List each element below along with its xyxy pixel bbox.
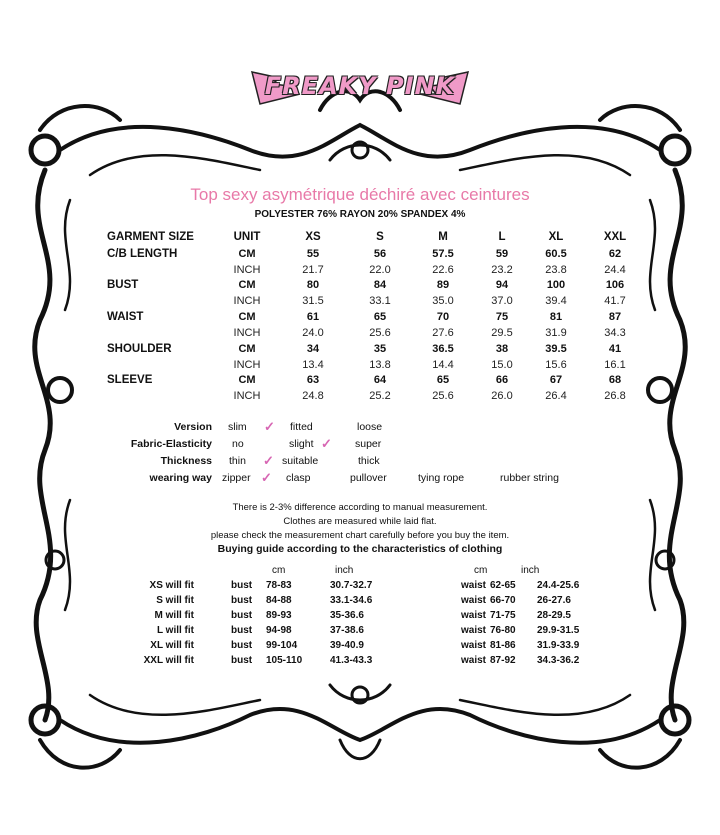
inch-value: 25.2 <box>369 390 391 402</box>
guide-fit: M will fit <box>154 610 194 621</box>
inch-value: 13.8 <box>369 359 391 371</box>
measurement-name: SHOULDER <box>107 343 172 355</box>
cm-value: 87 <box>608 311 622 323</box>
guide-waist-cm: 62-65 <box>490 580 516 591</box>
inch-value: 16.1 <box>604 359 626 371</box>
inch-value: 22.6 <box>432 264 454 276</box>
characteristic-label: wearing way <box>149 472 212 484</box>
guide-bust-label: bust <box>231 610 253 621</box>
guide-cm-header: cm <box>474 565 488 576</box>
characteristic-option: thick <box>358 455 380 467</box>
guide-waist-label: waist <box>460 625 486 636</box>
buying-guide-title: Buying guide according to the characteristics of clothing <box>217 543 503 555</box>
guide-inch-header: inch <box>335 565 354 576</box>
inch-value: 15.6 <box>545 359 567 371</box>
brand-logo <box>250 64 470 110</box>
inch-value: 23.2 <box>491 264 513 276</box>
cm-value: 64 <box>373 374 387 386</box>
guide-waist-label: waist <box>460 610 486 621</box>
inch-value: 33.1 <box>369 295 391 307</box>
cm-value: 63 <box>306 374 320 386</box>
guide-waist-label: waist <box>460 580 486 591</box>
inch-value: 14.4 <box>432 359 454 371</box>
guide-bust-label: bust <box>231 595 253 606</box>
guide-fit: XL will fit <box>150 640 194 651</box>
inch-value: 25.6 <box>432 390 454 402</box>
cm-value: 75 <box>495 311 509 323</box>
inch-value: 35.0 <box>432 295 454 307</box>
characteristic-option: slim <box>228 421 247 433</box>
unit-inch: INCH <box>233 327 261 339</box>
guide-fit: L will fit <box>156 625 194 636</box>
guide-bust-inch: 33.1-34.6 <box>330 595 373 606</box>
cm-value: 65 <box>436 374 450 386</box>
unit-cm: CM <box>238 343 256 355</box>
guide-waist-label: waist <box>460 595 486 606</box>
cm-value: 39.5 <box>545 343 567 355</box>
guide-bust-label: bust <box>231 625 253 636</box>
guide-bust-inch: 41.3-43.3 <box>330 655 373 666</box>
characteristic-option: loose <box>357 421 383 433</box>
inch-value: 21.7 <box>302 264 324 276</box>
size-header-l: L <box>498 231 506 243</box>
checkmark-icon: ✓ <box>263 453 274 468</box>
inch-value: 24.4 <box>604 264 626 276</box>
checkmark-icon: ✓ <box>321 436 332 451</box>
inch-value: 24.8 <box>302 390 324 402</box>
cm-value: 57.5 <box>432 248 454 260</box>
guide-bust-inch: 39-40.9 <box>330 640 364 651</box>
characteristic-option: super <box>355 438 382 450</box>
characteristic-option: rubber string <box>500 472 559 484</box>
characteristic-option: slight <box>289 438 314 450</box>
characteristic-label: Fabric-Elasticity <box>130 438 212 450</box>
unit-header: UNIT <box>233 231 261 243</box>
guide-bust-cm: 99-104 <box>266 640 298 651</box>
cm-value: 61 <box>306 311 320 323</box>
inch-value: 31.5 <box>302 295 324 307</box>
characteristic-option: tying rope <box>418 472 465 484</box>
unit-inch: INCH <box>233 295 261 307</box>
inch-value: 31.9 <box>545 327 567 339</box>
inch-value: 34.3 <box>604 327 626 339</box>
size-header-xxl: XXL <box>603 231 627 243</box>
cm-value: 70 <box>436 311 450 323</box>
cm-value: 35 <box>373 343 387 355</box>
inch-value: 39.4 <box>545 295 567 307</box>
size-header-xs: XS <box>305 231 321 243</box>
checkmark-icon: ✓ <box>261 470 272 485</box>
cm-value: 84 <box>373 279 387 291</box>
cm-value: 65 <box>373 311 387 323</box>
inch-value: 26.8 <box>604 390 626 402</box>
inch-value: 23.8 <box>545 264 567 276</box>
cm-value: 34 <box>306 343 320 355</box>
measurement-name: C/B LENGTH <box>107 248 178 260</box>
cm-value: 80 <box>306 279 320 291</box>
cm-value: 81 <box>549 311 563 323</box>
cm-value: 38 <box>495 343 509 355</box>
note-line: please check the measurement chart carefully before you buy the item. <box>210 530 510 541</box>
inch-value: 26.4 <box>545 390 567 402</box>
cm-value: 94 <box>495 279 509 291</box>
cm-value: 56 <box>373 248 387 260</box>
guide-waist-label: waist <box>460 655 486 666</box>
guide-waist-label: waist <box>460 640 486 651</box>
guide-waist-cm: 66-70 <box>490 595 516 606</box>
guide-bust-cm: 89-93 <box>266 610 292 621</box>
guide-waist-inch: 28-29.5 <box>537 610 571 621</box>
logo-text: FREAKY PINK <box>264 72 456 100</box>
unit-cm: CM <box>238 279 256 291</box>
garment-size-header: GARMENT SIZE <box>107 231 194 243</box>
guide-waist-inch: 24.4-25.6 <box>537 580 580 591</box>
guide-bust-cm: 105-110 <box>266 655 303 666</box>
inch-value: 27.6 <box>432 327 454 339</box>
inch-value: 24.0 <box>302 327 324 339</box>
characteristic-label: Version <box>174 421 212 433</box>
guide-cm-header: cm <box>272 565 286 576</box>
characteristic-option: pullover <box>350 472 387 484</box>
cm-value: 36.5 <box>432 343 454 355</box>
measurement-name: WAIST <box>107 311 144 323</box>
cm-value: 106 <box>605 279 625 291</box>
guide-waist-cm: 81-86 <box>490 640 516 651</box>
guide-bust-label: bust <box>231 580 253 591</box>
unit-cm: CM <box>238 374 256 386</box>
measurement-name: SLEEVE <box>107 374 153 386</box>
inch-value: 26.0 <box>491 390 513 402</box>
note-line: There is 2-3% difference according to manual measurement. <box>232 502 488 513</box>
cm-value: 41 <box>608 343 622 355</box>
size-header-xl: XL <box>548 231 564 243</box>
product-title: Top sexy asymétrique déchiré avec ceintures <box>190 185 530 204</box>
cm-value: 68 <box>608 374 622 386</box>
guide-bust-cm: 78-83 <box>266 580 292 591</box>
guide-fit: S will fit <box>156 595 194 606</box>
cm-value: 100 <box>546 279 566 291</box>
inch-value: 25.6 <box>369 327 391 339</box>
guide-waist-cm: 76-80 <box>490 625 516 636</box>
characteristic-option: zipper <box>222 472 251 484</box>
inch-value: 37.0 <box>491 295 513 307</box>
unit-inch: INCH <box>233 359 261 371</box>
characteristic-option: suitable <box>282 455 319 467</box>
guide-fit: XXL will fit <box>143 655 194 666</box>
cm-value: 89 <box>436 279 450 291</box>
characteristic-label: Thickness <box>160 455 212 467</box>
checkmark-icon: ✓ <box>264 419 275 434</box>
measurement-name: BUST <box>107 279 139 291</box>
guide-waist-inch: 31.9-33.9 <box>537 640 580 651</box>
cm-value: 62 <box>608 248 622 260</box>
guide-waist-cm: 71-75 <box>490 610 516 621</box>
cm-value: 66 <box>495 374 509 386</box>
inch-value: 22.0 <box>369 264 391 276</box>
unit-cm: CM <box>238 311 256 323</box>
characteristic-option: thin <box>229 455 246 467</box>
guide-fit: XS will fit <box>149 580 194 591</box>
material-composition: POLYESTER 76% RAYON 20% SPANDEX 4% <box>254 209 466 220</box>
guide-waist-inch: 29.9-31.5 <box>537 625 580 636</box>
guide-bust-label: bust <box>231 640 253 651</box>
cm-value: 55 <box>306 248 320 260</box>
guide-bust-inch: 37-38.6 <box>330 625 364 636</box>
guide-bust-cm: 94-98 <box>266 625 292 636</box>
unit-inch: INCH <box>233 264 261 276</box>
cm-value: 67 <box>549 374 563 386</box>
size-header-s: S <box>376 231 384 243</box>
guide-bust-label: bust <box>231 655 253 666</box>
note-line: Clothes are measured while laid flat. <box>283 516 437 527</box>
inch-value: 41.7 <box>604 295 626 307</box>
guide-bust-inch: 35-36.6 <box>330 610 364 621</box>
size-header-m: M <box>438 231 448 243</box>
characteristic-option: clasp <box>286 472 311 484</box>
guide-waist-cm: 87-92 <box>490 655 516 666</box>
inch-value: 29.5 <box>491 327 513 339</box>
guide-bust-inch: 30.7-32.7 <box>330 580 373 591</box>
inch-value: 15.0 <box>491 359 513 371</box>
cm-value: 60.5 <box>545 248 567 260</box>
characteristic-option: no <box>232 438 244 450</box>
guide-bust-cm: 84-88 <box>266 595 292 606</box>
inch-value: 13.4 <box>302 359 324 371</box>
unit-cm: CM <box>238 248 256 260</box>
guide-waist-inch: 26-27.6 <box>537 595 571 606</box>
unit-inch: INCH <box>233 390 261 402</box>
guide-waist-inch: 34.3-36.2 <box>537 655 580 666</box>
cm-value: 59 <box>495 248 509 260</box>
guide-inch-header: inch <box>521 565 540 576</box>
characteristic-option: fitted <box>290 421 313 433</box>
